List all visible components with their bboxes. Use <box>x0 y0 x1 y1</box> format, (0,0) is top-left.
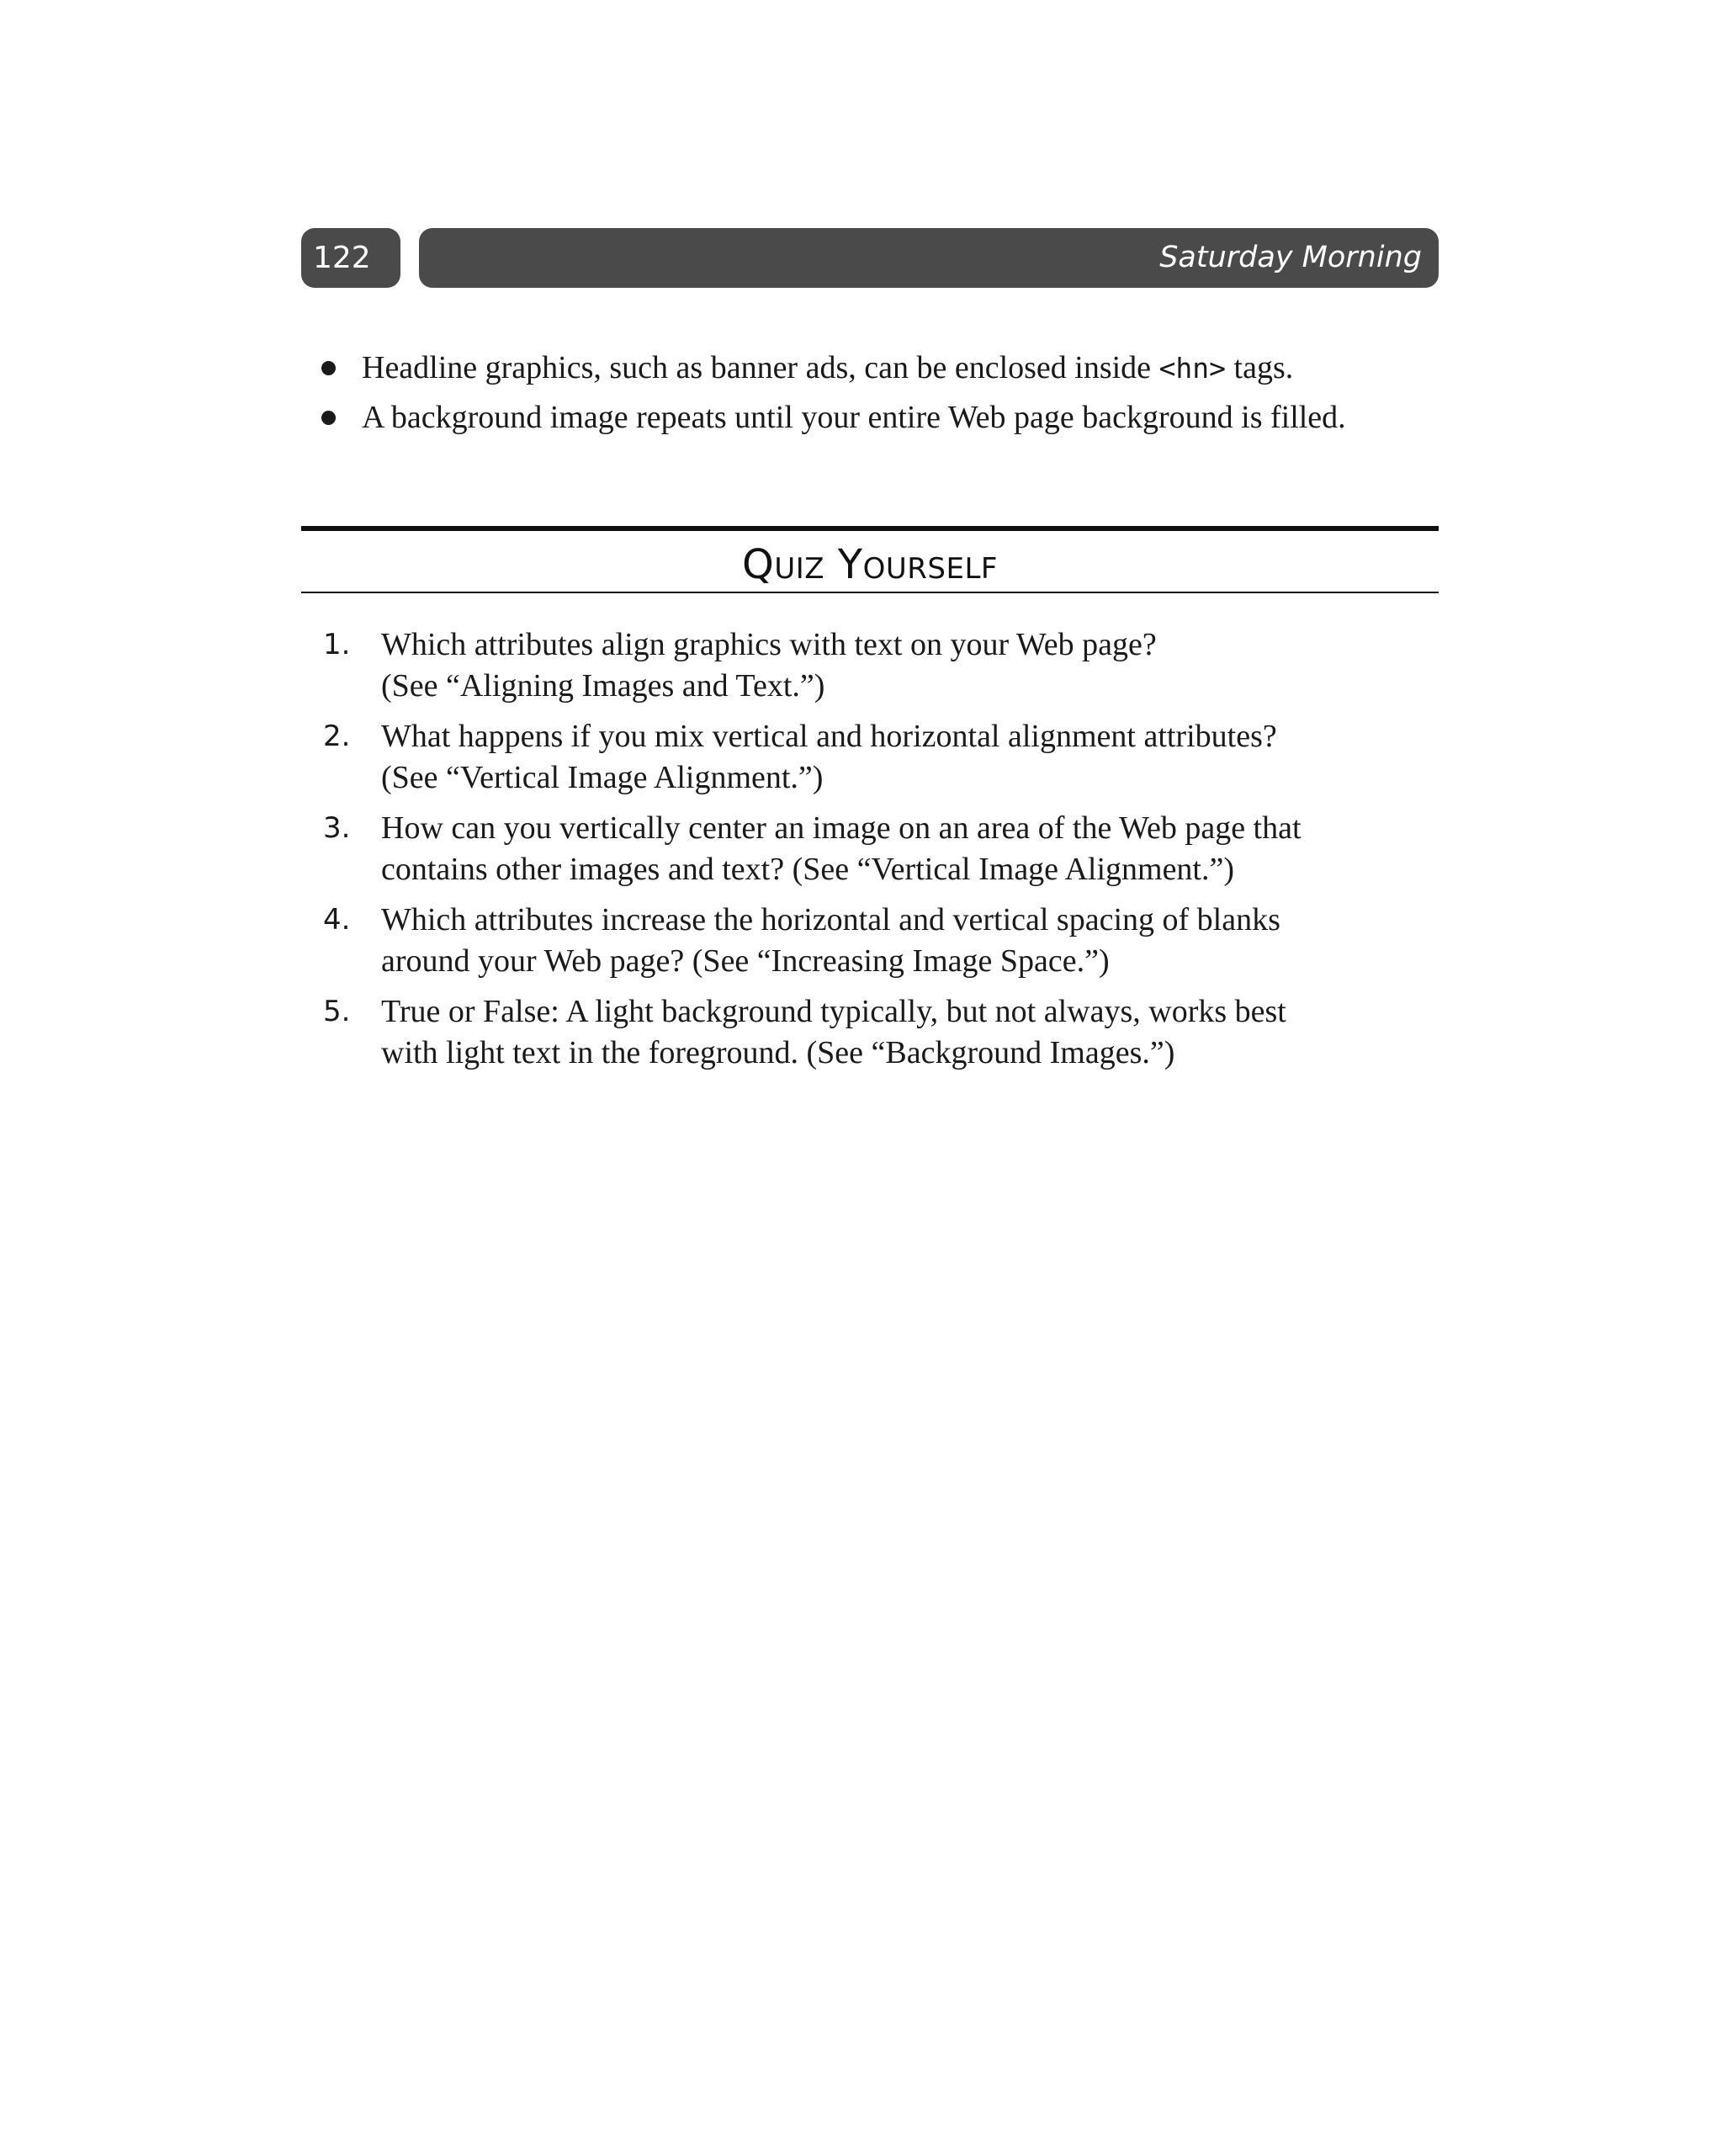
quiz-question <box>320 624 1439 707</box>
question-line: (See “Vertical Image Alignment.”) <box>381 760 824 795</box>
bullet-item <box>320 393 1439 442</box>
question-line: with light text in the foreground. (See “Background Images.”) <box>381 1035 1175 1070</box>
quiz-bottom-rule <box>301 592 1439 593</box>
question-number: 2. <box>323 720 351 753</box>
question-line: What happens if you mix vertical and horizontal alignment attributes? <box>381 719 1277 754</box>
quiz-question <box>320 716 1439 799</box>
question-line: True or False: A light background typically, but not always, works best <box>381 994 1286 1029</box>
bullet-text: A background image repeats until your entire Web page background is filled. <box>362 400 1346 435</box>
quiz-question-list <box>320 624 1439 1083</box>
bullet-text-after: tags. <box>1226 350 1294 385</box>
bullet-item <box>320 343 1439 393</box>
quiz-question <box>320 808 1439 890</box>
question-line: Which attributes align graphics with text on your Web page? <box>381 627 1157 662</box>
quiz-top-rule <box>301 526 1439 531</box>
quiz-question <box>320 900 1439 982</box>
bullet-icon <box>321 411 336 425</box>
bullet-list <box>320 343 1439 442</box>
page-number: 122 <box>301 228 400 288</box>
bullet-text-before: Headline graphics, such as banner ads, can be enclosed inside <box>362 350 1159 385</box>
question-line: around your Web page? (See “Increasing Image Space.”) <box>381 943 1110 979</box>
question-number: 5. <box>323 995 351 1028</box>
quiz-title: Quiz Yourself <box>742 541 998 588</box>
question-number: 3. <box>323 811 351 845</box>
bullet-icon <box>321 361 336 375</box>
question-number: 1. <box>323 628 351 661</box>
question-line: How can you vertically center an image on an area of the Web page that <box>381 810 1302 846</box>
question-line: contains other images and text? (See “Vertical Image Alignment.”) <box>381 852 1235 887</box>
question-line: (See “Aligning Images and Text.”) <box>381 668 825 704</box>
code-tag: <hn> <box>1158 352 1227 385</box>
running-header <box>419 228 1439 288</box>
quiz-question <box>320 991 1439 1074</box>
running-title: Saturday Morning <box>1159 241 1422 274</box>
question-number: 4. <box>323 903 351 937</box>
question-line: Which attributes increase the horizontal and vertical spacing of blanks <box>381 902 1280 937</box>
